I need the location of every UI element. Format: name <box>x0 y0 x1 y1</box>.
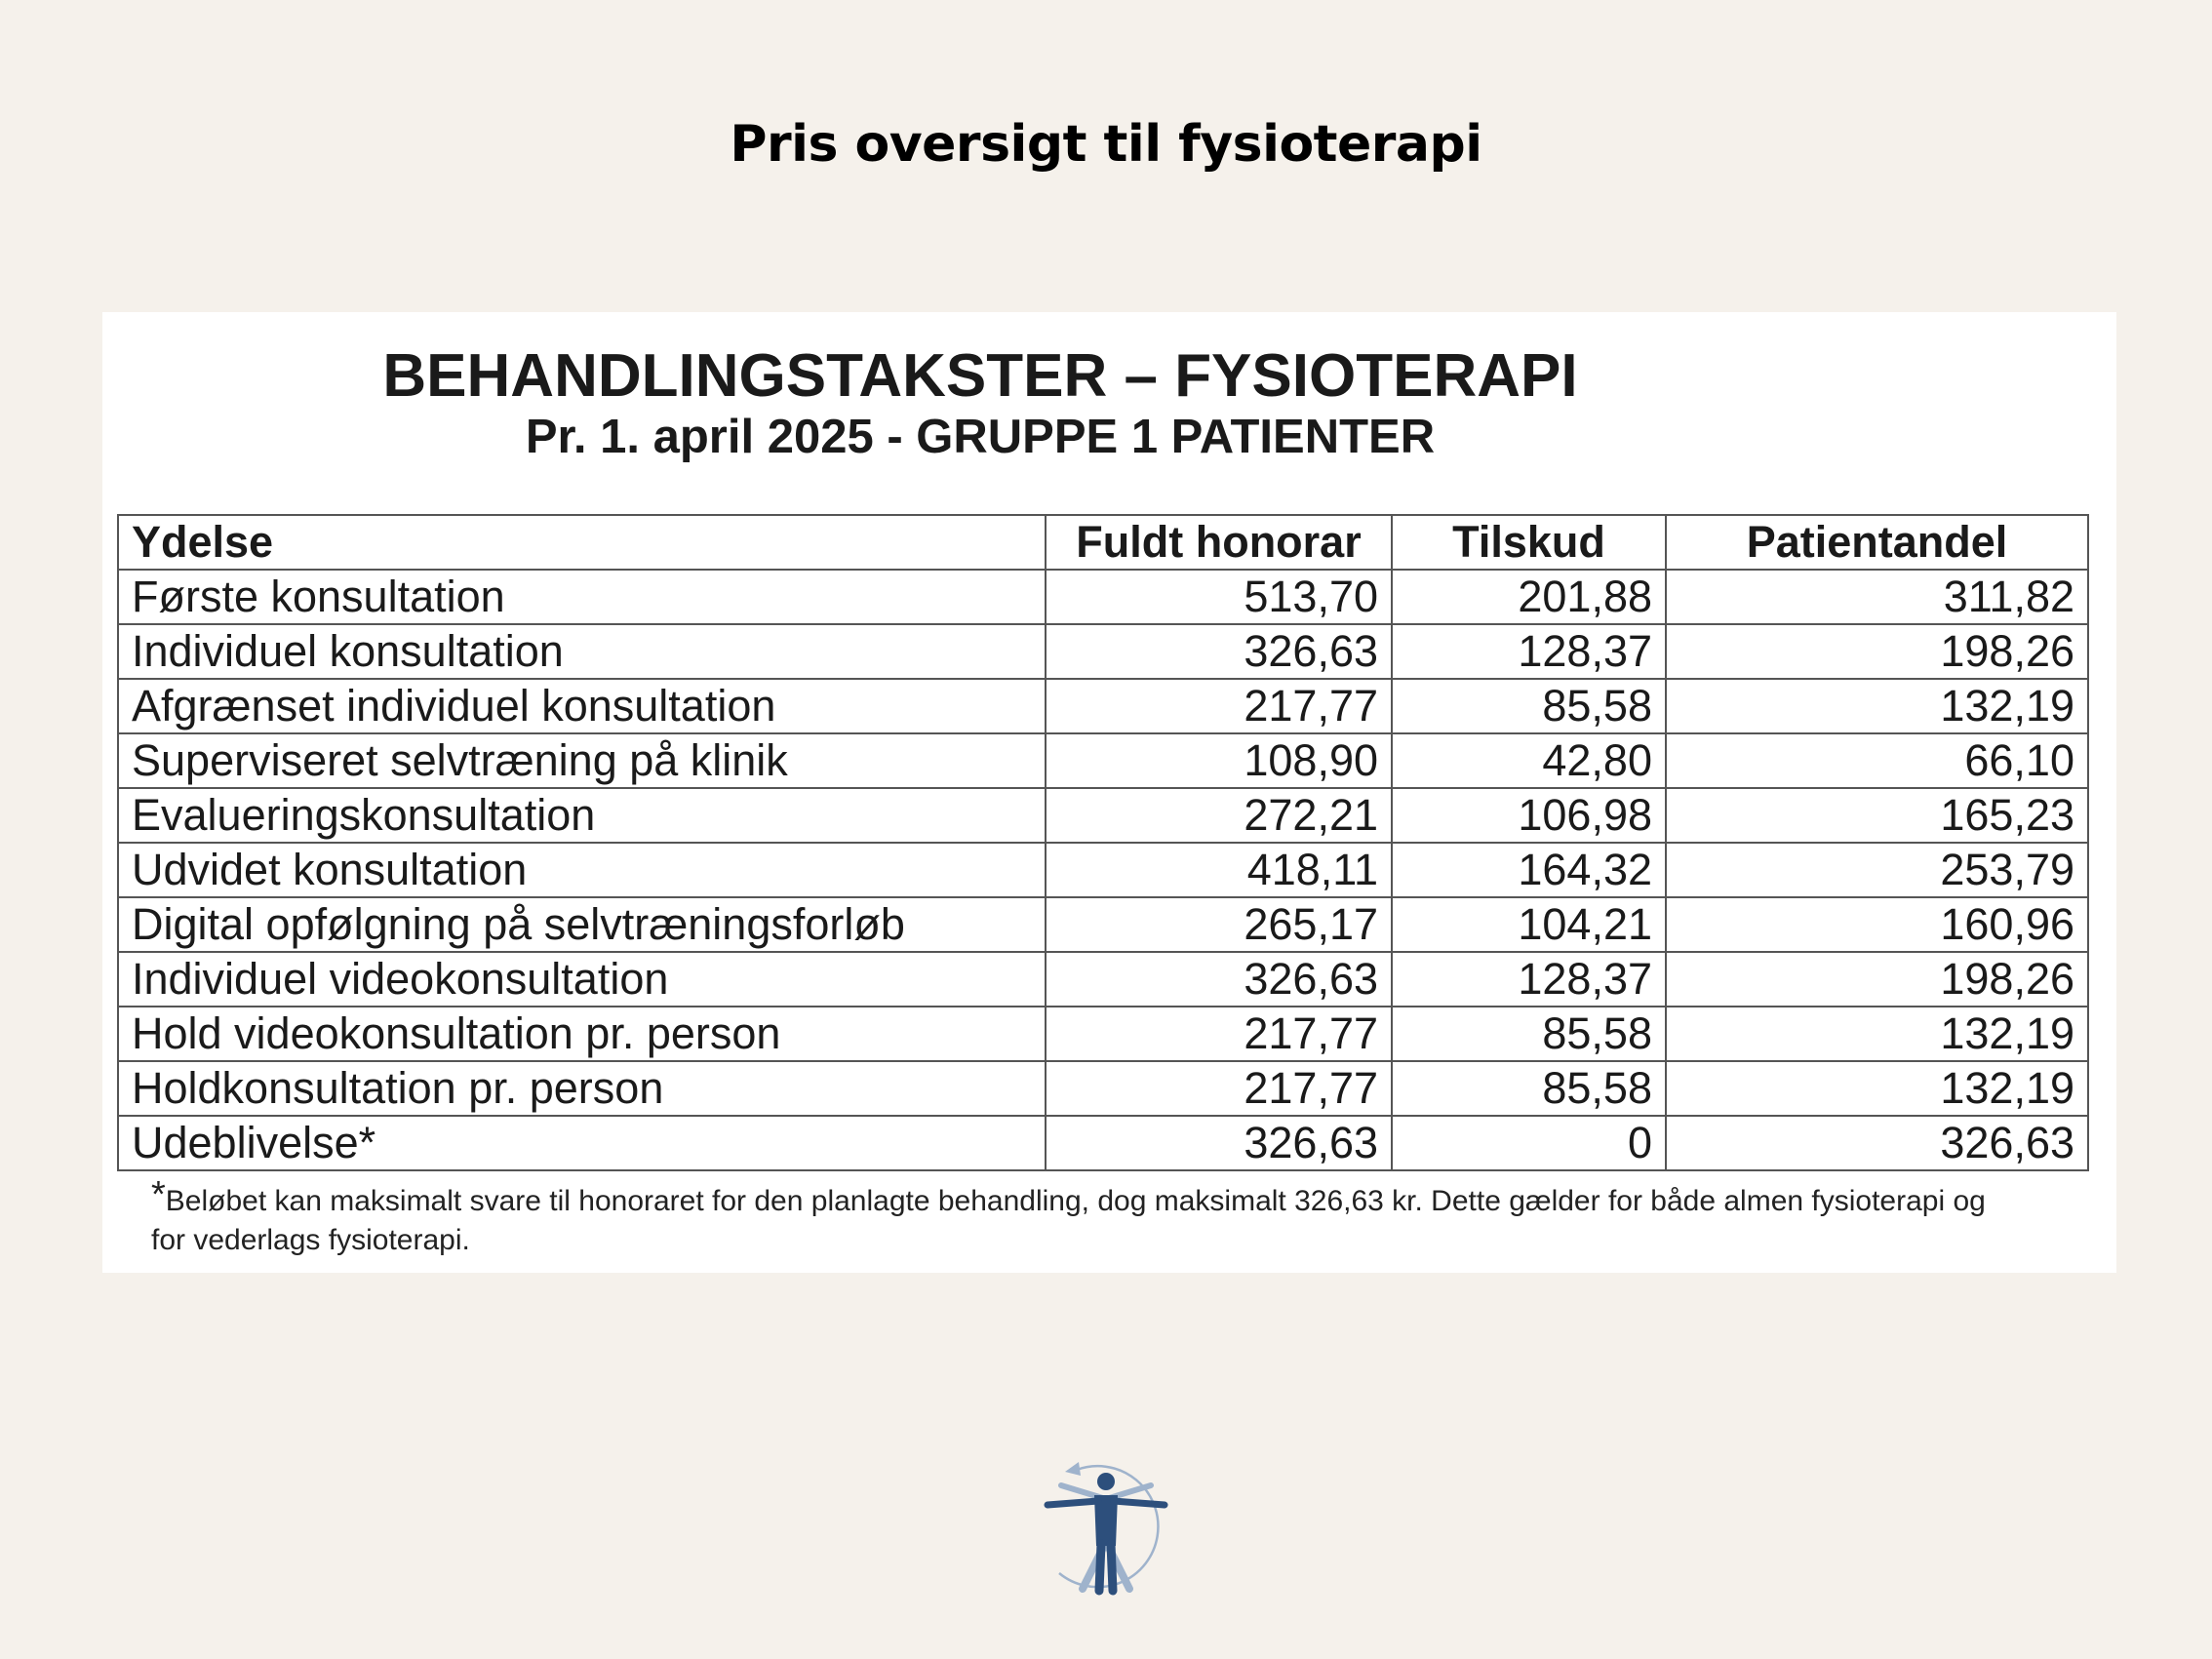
cell-ydelse: Digital opfølgning på selvtræningsforløb <box>118 897 1046 952</box>
cell-ydelse: Udeblivelse* <box>118 1116 1046 1170</box>
cell-tilskud: 85,58 <box>1392 679 1666 733</box>
cell-tilskud: 85,58 <box>1392 1007 1666 1061</box>
table-row <box>118 952 2088 1007</box>
cell-ydelse: Første konsultation <box>118 570 1046 624</box>
cell-tilskud: 164,32 <box>1392 843 1666 897</box>
cell-ydelse: Afgrænset individuel konsultation <box>118 679 1046 733</box>
table-row <box>118 1007 2088 1061</box>
table-row <box>118 570 2088 624</box>
page-title: Pris oversigt til fysioterapi <box>730 115 1482 174</box>
cell-patientandel: 311,82 <box>1666 570 2088 624</box>
cell-tilskud: 104,21 <box>1392 897 1666 952</box>
cell-tilskud: 128,37 <box>1392 952 1666 1007</box>
cell-fuldt-honorar: 513,70 <box>1046 570 1392 624</box>
cell-ydelse: Hold videokonsultation pr. person <box>118 1007 1046 1061</box>
cell-ydelse: Individuel konsultation <box>118 624 1046 679</box>
cell-ydelse: Superviseret selvtræning på klinik <box>118 733 1046 788</box>
cell-patientandel: 132,19 <box>1666 1061 2088 1116</box>
footnote-marker: * <box>151 1174 166 1215</box>
table-row <box>118 897 2088 952</box>
rates-table <box>117 514 2089 1171</box>
cell-patientandel: 132,19 <box>1666 1007 2088 1061</box>
cell-tilskud: 85,58 <box>1392 1061 1666 1116</box>
cell-patientandel: 198,26 <box>1666 952 2088 1007</box>
document-subtitle: Pr. 1. april 2025 - GRUPPE 1 PATIENTER <box>525 411 1436 463</box>
cell-ydelse: Evalueringskonsultation <box>118 788 1046 843</box>
cell-fuldt-honorar: 217,77 <box>1046 1061 1392 1116</box>
cell-fuldt-honorar: 217,77 <box>1046 679 1392 733</box>
footnote-text-line1: Beløbet kan maksimalt svare til honoraret for den planlagte behandling, dog maksimalt 326,63 kr. Dette gælder for både almen fysioterapi og <box>165 1185 1986 1217</box>
vitruvian-figure-icon <box>1040 1456 1172 1597</box>
table-row <box>118 733 2088 788</box>
column-header-fuldt-honorar: Fuldt honorar <box>1046 515 1392 570</box>
column-header-ydelse: Ydelse <box>118 515 1046 570</box>
cell-fuldt-honorar: 326,63 <box>1046 624 1392 679</box>
cell-tilskud: 106,98 <box>1392 788 1666 843</box>
cell-tilskud: 128,37 <box>1392 624 1666 679</box>
table-row <box>118 679 2088 733</box>
cell-fuldt-honorar: 217,77 <box>1046 1007 1392 1061</box>
table-row <box>118 1116 2088 1170</box>
cell-tilskud: 0 <box>1392 1116 1666 1170</box>
cell-ydelse: Udvidet konsultation <box>118 843 1046 897</box>
cell-ydelse: Individuel videokonsultation <box>118 952 1046 1007</box>
cell-fuldt-honorar: 326,63 <box>1046 952 1392 1007</box>
cell-fuldt-honorar: 418,11 <box>1046 843 1392 897</box>
cell-patientandel: 165,23 <box>1666 788 2088 843</box>
cell-fuldt-honorar: 326,63 <box>1046 1116 1392 1170</box>
column-header-patientandel: Patientandel <box>1666 515 2088 570</box>
cell-ydelse: Holdkonsultation pr. person <box>118 1061 1046 1116</box>
document-title: BEHANDLINGSTAKSTER – FYSIOTERAPI <box>382 342 1578 410</box>
cell-fuldt-honorar: 108,90 <box>1046 733 1392 788</box>
table-row <box>118 788 2088 843</box>
rates-document <box>102 312 2116 1273</box>
cell-patientandel: 326,63 <box>1666 1116 2088 1170</box>
column-header-tilskud: Tilskud <box>1392 515 1666 570</box>
cell-fuldt-honorar: 272,21 <box>1046 788 1392 843</box>
cell-patientandel: 253,79 <box>1666 843 2088 897</box>
table-row <box>118 1061 2088 1116</box>
footnote-text-line2: for vederlags fysioterapi. <box>151 1224 470 1256</box>
cell-patientandel: 132,19 <box>1666 679 2088 733</box>
table-header-row <box>118 515 2088 570</box>
cell-tilskud: 201,88 <box>1392 570 1666 624</box>
cell-patientandel: 66,10 <box>1666 733 2088 788</box>
cell-patientandel: 160,96 <box>1666 897 2088 952</box>
footnote <box>151 1175 2102 1260</box>
cell-patientandel: 198,26 <box>1666 624 2088 679</box>
cell-tilskud: 42,80 <box>1392 733 1666 788</box>
table-row <box>118 624 2088 679</box>
table-row <box>118 843 2088 897</box>
cell-fuldt-honorar: 265,17 <box>1046 897 1392 952</box>
